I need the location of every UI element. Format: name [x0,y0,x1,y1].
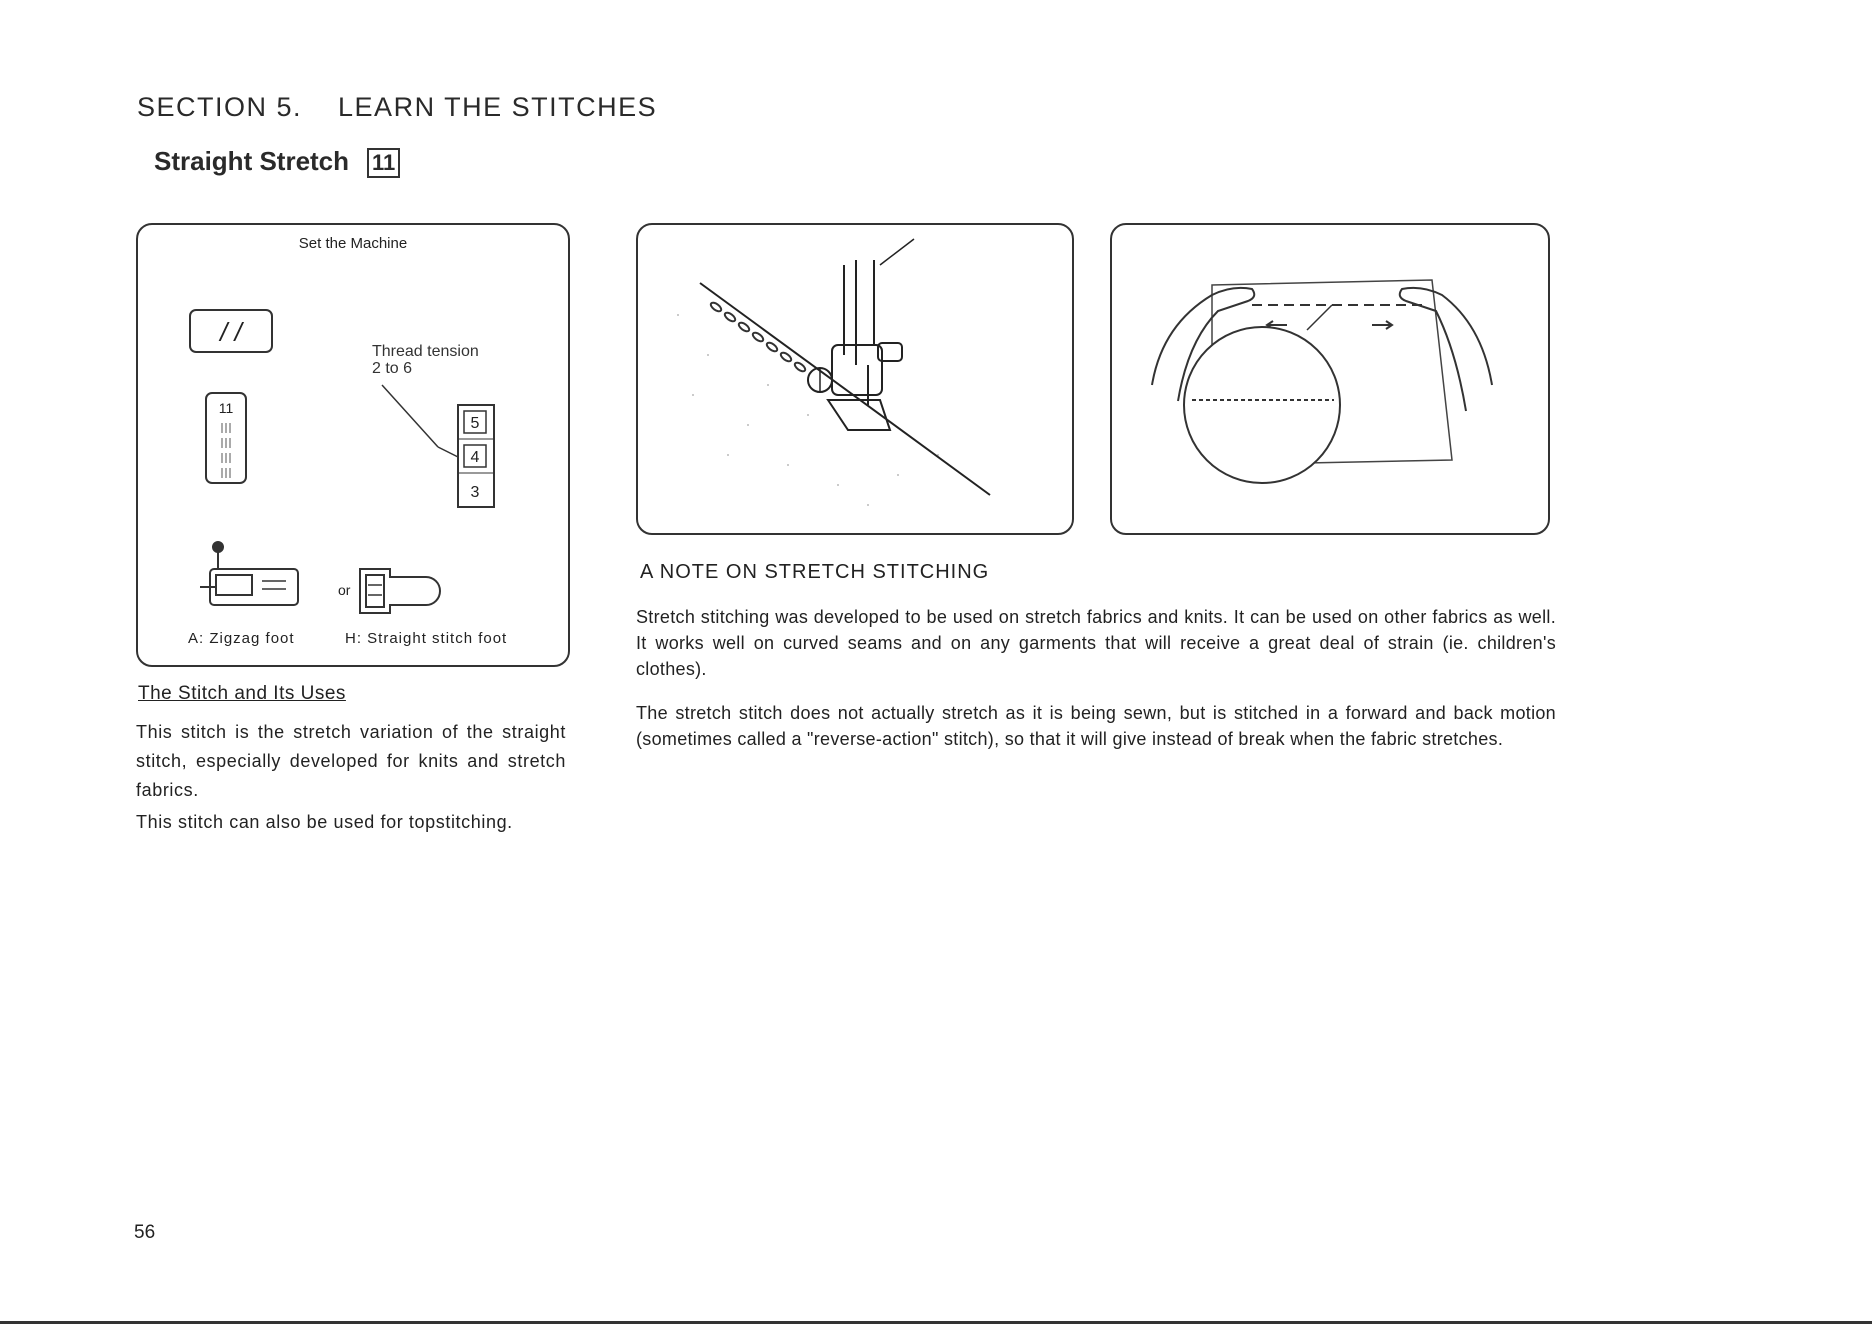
machine-settings-illustration [138,225,568,665]
section-number: SECTION 5. [137,92,303,122]
stretch-test-panel [1110,223,1550,535]
sewing-illustration-panel [636,223,1074,535]
tension-value-4: 4 [470,449,480,466]
straight-stitch-foot-icon [360,569,440,613]
tension-value-5: 5 [470,415,480,432]
magnifier-pointer [1307,305,1332,330]
pattern-selector-number: 11 [218,400,234,416]
stitch-number-badge: 11 [367,148,400,178]
stretch-note-paragraph-1: Stretch stitching was developed to be used on stretch fabrics and knits. It can be used on other fabrics as well. It works well on curved seams and on any garments that will receive a great deal of strain (ie. children's clothes). [636,607,1556,679]
stretch-note-paragraph-2: The stretch stitch does not actually stretch as it is being sewn, but is stitched in a forward and back motion (sometimes called a "reverse-action" stitch), so that it will give instead of break when the fabric stretches. [636,703,1556,749]
stitch-chain [709,301,806,373]
zigzag-foot-label: A: Zigzag foot [188,630,295,647]
stitch-uses-paragraph: This stitch is the stretch variation of the straight stitch, especially developed for knits and stretch fabrics. [136,722,566,800]
stitch-name: Straight Stretch [154,146,350,176]
straight-stitch-foot-label: H: Straight stitch foot [345,630,508,647]
arrow-right-icon [1372,321,1392,329]
dial-display-text: / / [220,317,242,347]
stitch-title [154,146,400,178]
zigzag-foot-icon [200,542,298,605]
section-heading [137,92,657,123]
magnifier-circle-icon [1184,327,1340,483]
presser-foot-illustration [638,225,1072,533]
tension-value-3: 3 [470,484,480,501]
machine-settings-panel [136,223,570,667]
machine-settings-title: Set the Machine [298,235,408,252]
thread-tension-label [372,343,479,377]
tension-pointer-line [382,385,438,447]
stretch-note-heading: A NOTE ON STRETCH STITCHING [640,561,990,583]
pattern-selector-marks [222,423,230,478]
or-label: or [338,582,351,598]
topstitching-note: This stitch can also be used for topstitching. [136,812,513,832]
page-number: 56 [134,1222,156,1243]
stretch-fabric-illustration [1112,225,1548,533]
right-hand-icon [1400,288,1492,411]
section-title: LEARN THE STITCHES [338,92,658,122]
stitch-uses-heading: The Stitch and Its Uses [138,683,346,704]
thread-tension-range: 2 to 6 [372,360,413,377]
thread-tension-heading: Thread tension [372,343,479,360]
